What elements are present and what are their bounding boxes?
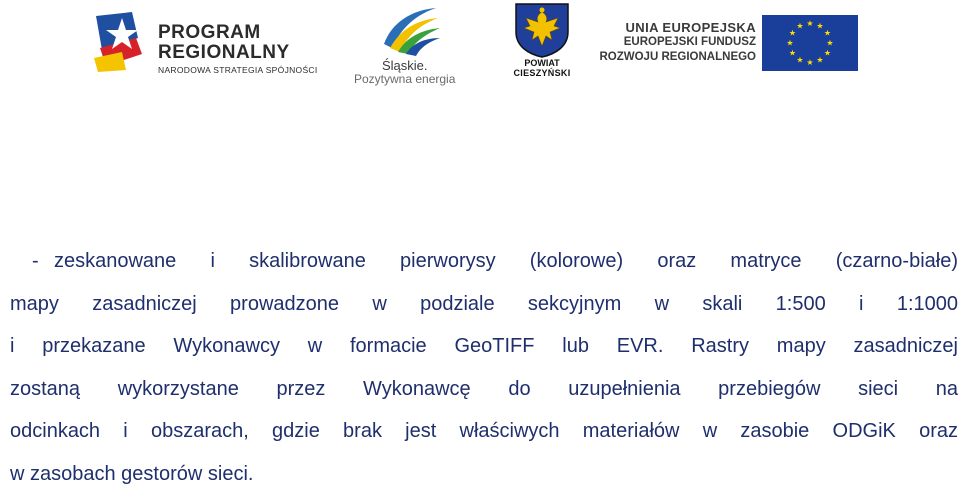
powiat-line2: CIESZYŃSKI — [513, 68, 571, 78]
program-regionalny-star-icon — [92, 8, 156, 74]
unia-line3: ROZWOJU REGIONALNEGO — [599, 51, 756, 63]
text-line-1 — [10, 240, 958, 283]
program-regionalny-logo — [92, 8, 342, 78]
slaskie-name: Śląskie. — [382, 58, 428, 73]
text-line-4: zostaną wykorzystane przez Wykonawcę do uzupełnienia przebiegów sieci na — [10, 377, 958, 400]
svg-text:★: ★ — [823, 28, 832, 38]
slaskie-tagline: Pozytywna energia — [354, 72, 456, 86]
body-text — [10, 240, 958, 486]
text-line-3: i przekazane Wykonawcy w formacie GeoTIFF lub EVR. Rastry mapy zasadniczej — [10, 335, 958, 357]
svg-text:★: ★ — [788, 48, 797, 58]
powiat-cieszynski-logo — [504, 2, 580, 82]
logo-header — [0, 0, 960, 92]
svg-text:★: ★ — [796, 21, 804, 31]
svg-text:★: ★ — [786, 38, 794, 48]
svg-text:★: ★ — [806, 19, 814, 28]
svg-text:★: ★ — [816, 21, 824, 31]
svg-text:★: ★ — [788, 28, 797, 38]
eu-flag-icon — [762, 15, 858, 71]
svg-text:★: ★ — [823, 48, 832, 58]
svg-text:★: ★ — [806, 58, 814, 67]
unia-line1: UNIA EUROPEJSKA — [625, 20, 756, 35]
text-line-5: odcinkach i obszarach, gdzie brak jest właściwych materiałów w zasobie ODGiK oraz — [10, 420, 958, 442]
unia-europejska-logo — [598, 14, 860, 74]
text-line-2: mapy zasadniczej prowadzone w podziale sekcyjnym w skali 1:500 i 1:1000 — [10, 292, 958, 315]
unia-line2: EUROPEJSKI FUNDUSZ — [623, 36, 756, 48]
svg-text:★: ★ — [816, 55, 824, 65]
program-regionalny-line1: PROGRAM — [158, 22, 261, 43]
slaskie-swoosh-icon — [378, 4, 442, 56]
powiat-line1: POWIAT — [524, 58, 560, 68]
text-line-1-content: zeskanowane i skalibrowane pierworysy (kolorowe) oraz matryce (czarno-białe) — [54, 250, 958, 272]
program-regionalny-line2: REGIONALNY — [158, 42, 290, 63]
list-dash: - — [32, 250, 39, 272]
svg-text:★: ★ — [826, 38, 834, 48]
svg-text:★: ★ — [796, 55, 804, 65]
slaskie-logo — [352, 4, 472, 86]
text-line-6: w zasobach gestorów sieci. — [10, 462, 254, 485]
program-regionalny-line3: NARODOWA STRATEGIA SPÓJNOŚCI — [158, 65, 318, 75]
coat-of-arms-icon — [512, 2, 572, 58]
